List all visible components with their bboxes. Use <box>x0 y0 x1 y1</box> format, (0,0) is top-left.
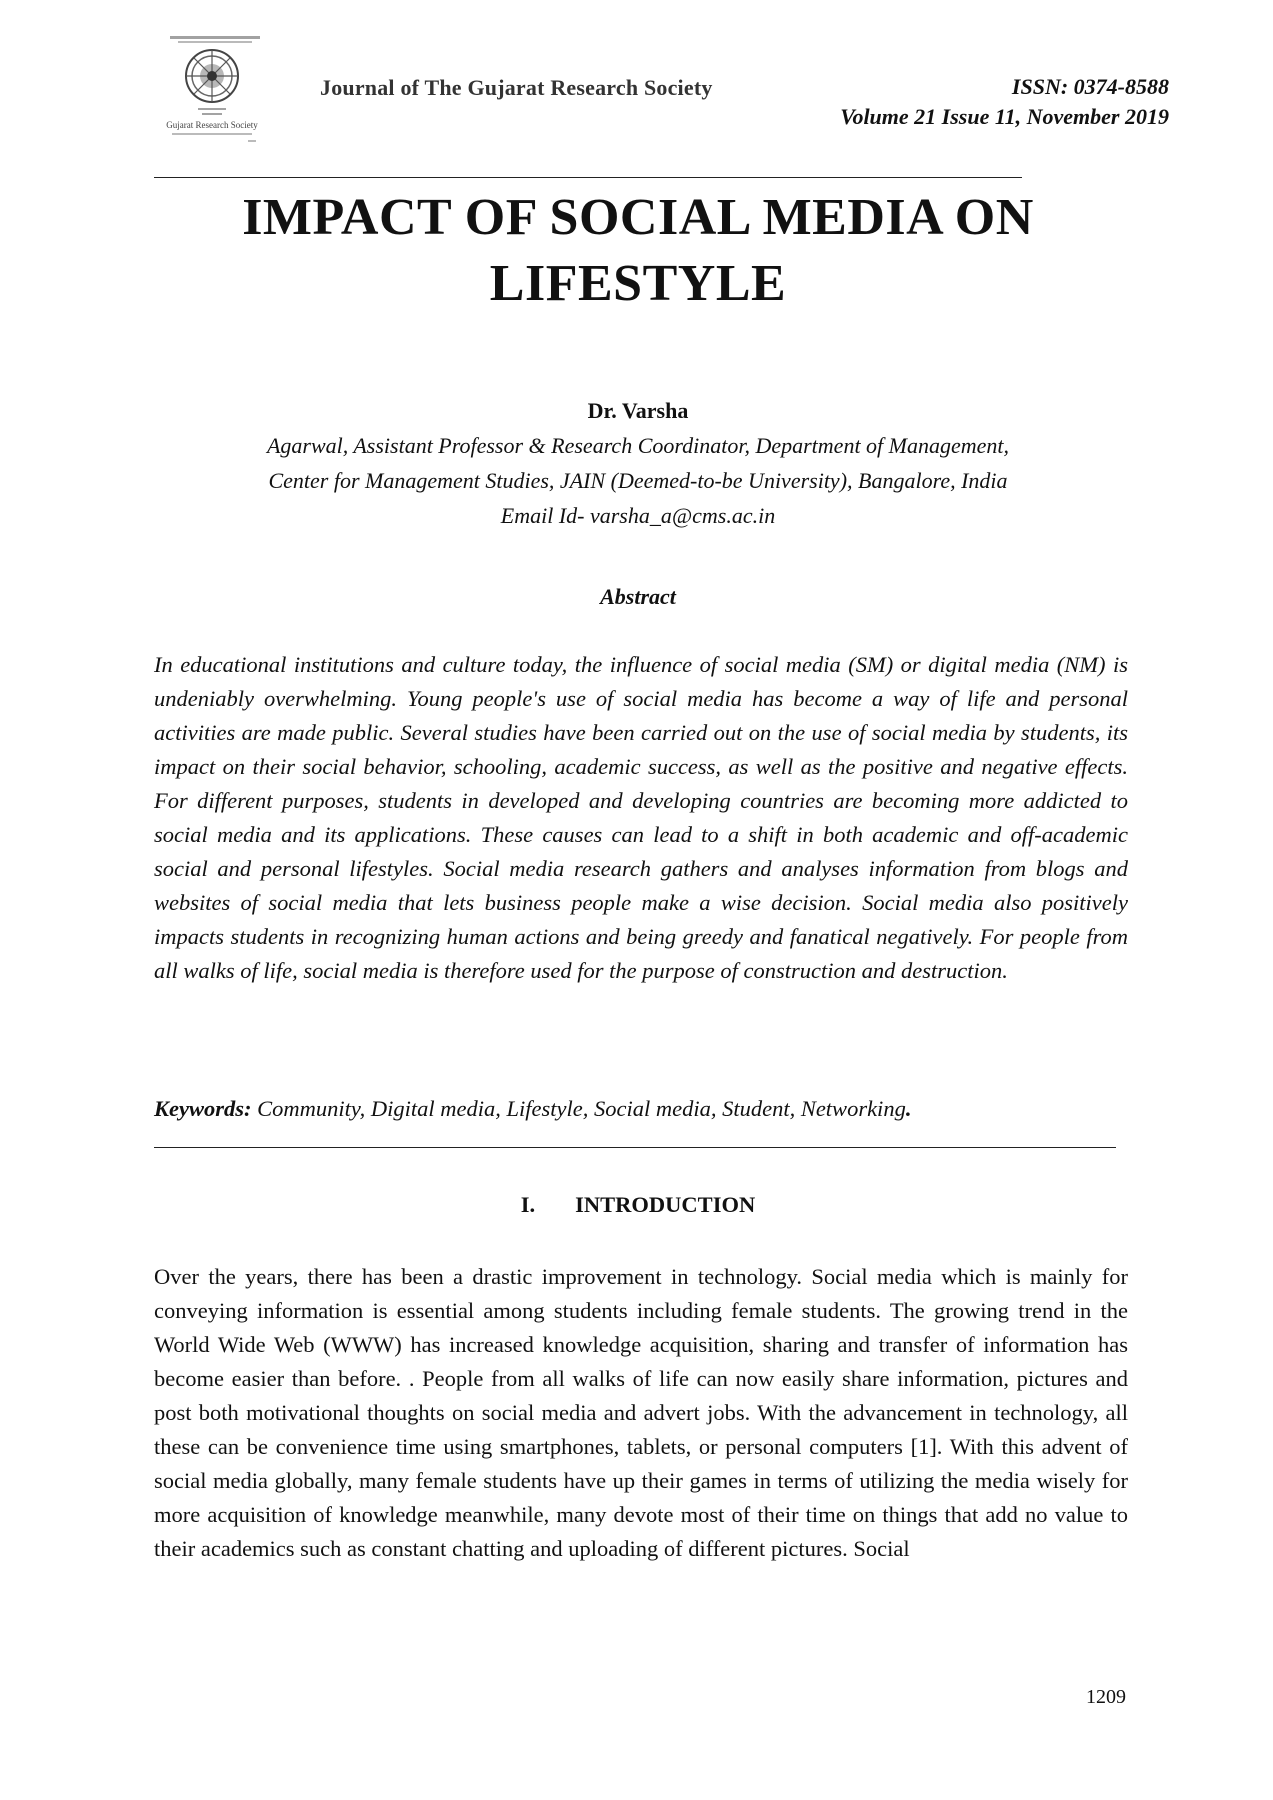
issn: ISSN: 0374-8588 <box>1011 74 1169 99</box>
keywords-end: . <box>905 1096 912 1121</box>
keywords <box>154 1092 1128 1126</box>
section-number: I. <box>520 1192 536 1217</box>
author-email: Email Id- varsha_a@cms.ac.in <box>500 503 776 528</box>
journal-name: Journal of The Gujarat Research Society <box>320 75 713 100</box>
page-number: 1209 <box>1086 1686 1126 1708</box>
section-divider <box>154 1147 1116 1148</box>
gujarat-research-society-logo <box>160 32 275 152</box>
header-divider <box>154 177 1022 178</box>
abstract-heading: Abstract <box>600 584 676 609</box>
author-affiliation-line-2: Center for Management Studies, JAIN (Deemed-to-be University), Bangalore, India <box>268 468 1008 493</box>
paper-title-line-2: LIFESTYLE <box>489 255 787 312</box>
volume-issue: Volume 21 Issue 11, November 2019 <box>840 104 1169 129</box>
journal-issue-info <box>840 72 1169 132</box>
author-affiliation-line-1: Agarwal, Assistant Professor & Research Coordinator, Department of Management, <box>266 433 1010 458</box>
keywords-label: Keywords: <box>154 1096 252 1121</box>
introduction-text: Over the years, there has been a drastic improvement in technology. Social media which is mainly for conveying information is essential among students including female students. The growing trend in the World Wide Web (WWW) has increased knowledge acquisition, sharing and transfer of information has become easier than before. . People from all walks of life can now easily share information, pictures and post both motivational thoughts on social media and advert jobs. With the advancement in technology, all these can be convenience time using smartphones, tablets, or personal computers [1]. With this advent of social media globally, many female students have up their games in terms of utilizing the media wisely for more acquisition of knowledge meanwhile, many devote most of their time on things that add no value to their academics such as constant chatting and uploading of different pictures. Social <box>154 1264 1128 1561</box>
abstract-text: In educational institutions and culture today, the influence of social media (SM) or digital media (NM) is undeniably overwhelming. Young people's use of social media has become a way of life and personal activities are made public. Several studies have been carried out on the use of social media by students, its impact on their social behavior, schooling, academic success, as well as the positive and negative effects. For different purposes, students in developed and developing countries are becoming more addicted to social media and its applications. These causes can lead to a shift in both academic and off-academic social and personal lifestyles. Social media research gathers and analyses information from blogs and websites of social media that lets business people make a wise decision. Social media also positively impacts students in recognizing human actions and being greedy and fanatical negatively. For people from all walks of life, social media is therefore used for the purpose of construction and destruction. <box>154 652 1128 983</box>
paper-title-line-1: IMPACT OF SOCIAL MEDIA ON <box>242 189 1034 246</box>
author-block <box>154 393 1122 533</box>
paper-title <box>154 185 1122 317</box>
introduction-heading <box>154 1192 1122 1218</box>
logo-society-text: Gujarat Research Society <box>166 120 258 130</box>
author-name: Dr. Varsha <box>587 398 689 423</box>
section-title: INTRODUCTION <box>575 1192 756 1217</box>
keywords-list: Community, Digital media, Lifestyle, Social media, Student, Networking <box>251 1096 906 1121</box>
